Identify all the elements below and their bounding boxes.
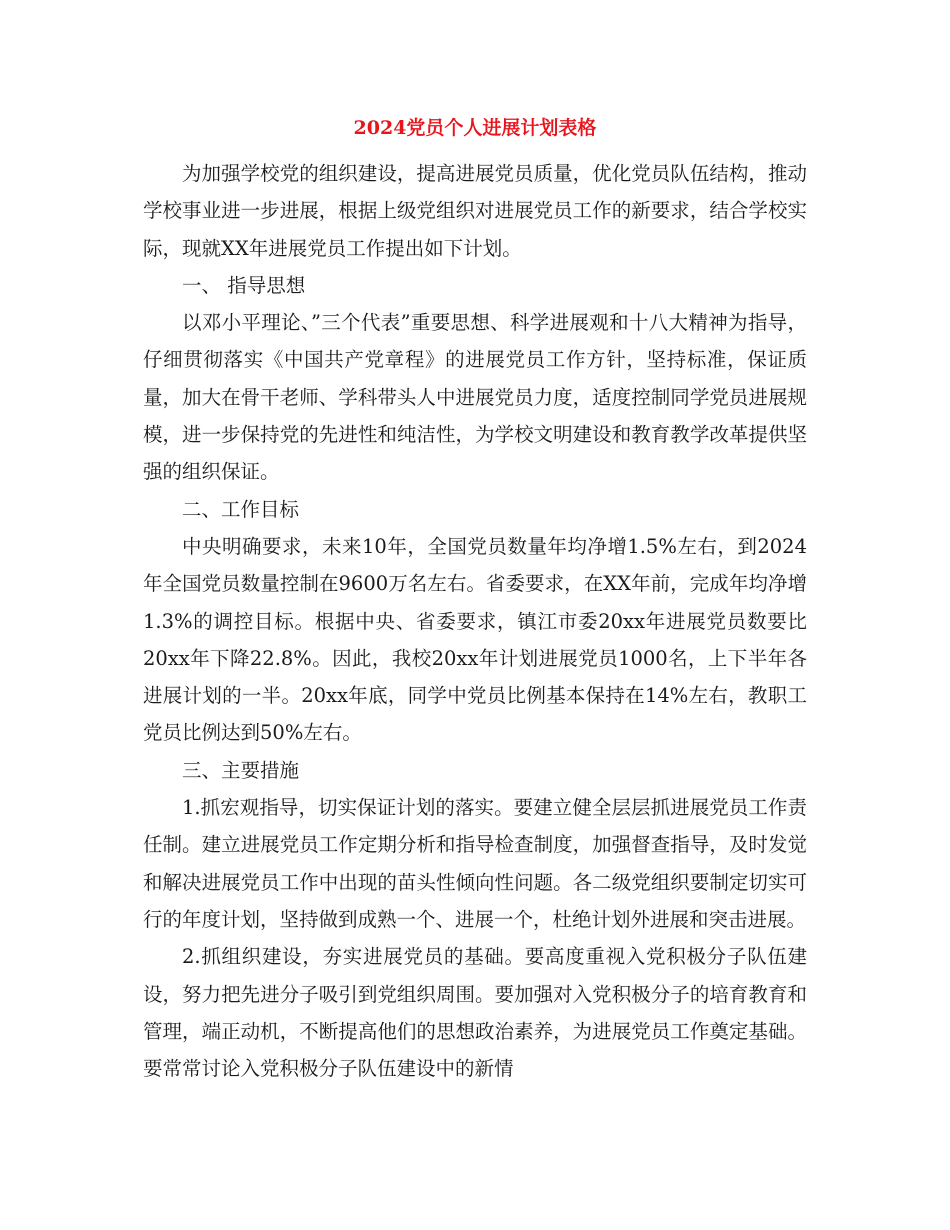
section-heading-guiding-ideology: 一、 指导思想	[182, 273, 306, 297]
paragraph-guiding-ideology: 以邓小平理论、”三个代表”重要思想、科学进展观和十八大精神为指导，仔细贯彻落实《中国共产党章程》的进展党员工作方针，坚持标准，保证质量，加大在骨干老师、学科带头人中进展党员力度，适度控制同学党员进展规模，进一步保持党的先进性和纯洁性，为学校文明建设和教育教学改革提供坚强的组织保证。	[143, 311, 807, 484]
document-body	[143, 155, 807, 1087]
section-heading-main-measures: 三、主要措施	[182, 758, 300, 782]
paragraph-measure-1: 1.抓宏观指导，切实保证计划的落实。要建立健全层层抓进展党员工作责任制。建立进展党员工作定期分析和指导检查制度，加强督查指导，及时发觉和解决进展党员工作中出现的苗头性倾向性问题。各二级党组织要制定切实可行的年度计划，坚持做到成熟一个、进展一个，杜绝计划外进展和突击进展。	[143, 796, 807, 931]
paragraph-intro: 为加强学校党的组织建设，提高进展党员质量，优化党员队伍结构，推动学校事业进一步进展，根据上级党组织对进展党员工作的新要求，结合学校实际，现就XX年进展党员工作提出如下计划。	[143, 162, 807, 260]
document-title: 2024党员个人进展计划表格	[353, 117, 597, 139]
paragraph-measure-2: 2.抓组织建设，夯实进展党员的基础。要高度重视入党积极分子队伍建设，努力把先进分子吸引到党组织周围。要加强对入党积极分子的培育教育和管理，端正动机，不断提高他们的思想政治素养，为进展党员工作奠定基础。要常常讨论入党积极分子队伍建设中的新情	[143, 945, 807, 1081]
paragraph-work-goals: 中央明确要求，未来10年，全国党员数量年均净增1.5%左右，到2024年全国党员数量控制在9600万名左右。省委要求，在XX年前，完成年均净增1.3%的调控目标。根据中央、省委要求，镇江市委20xx年进展党员数要比20xx年下降22.8%。因此，我校20xx年计划进展党员1000名，上下半年各进展计划的一半。20xx年底，同学中党员比例基本保持在14%左右，教职工党员比例达到50%左右。	[143, 534, 807, 745]
section-heading-work-goals: 二、工作目标	[182, 497, 300, 521]
